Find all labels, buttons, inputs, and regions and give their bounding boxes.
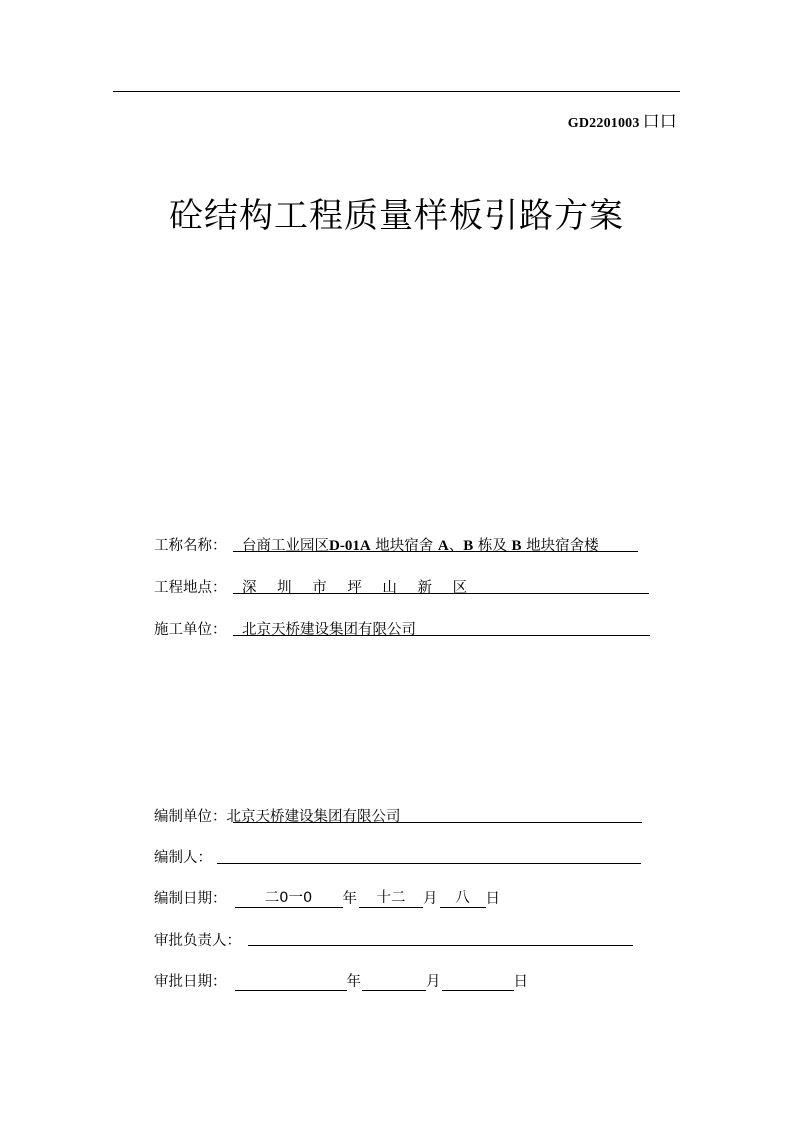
project-name-underline xyxy=(233,551,638,552)
builder-row xyxy=(154,618,227,639)
compile-date-month: 十二 xyxy=(359,890,423,908)
approve-date-year-blank xyxy=(235,973,347,991)
approve-date-year-char: 年 xyxy=(346,974,361,990)
compile-date-label: 编制日期： xyxy=(154,891,227,907)
compile-date-row xyxy=(154,887,500,908)
project-name-part: 台商工业园区 xyxy=(242,538,329,554)
project-name-part: B xyxy=(463,538,474,554)
approve-date-day-blank xyxy=(442,973,514,991)
compile-date-day-char: 日 xyxy=(485,891,500,907)
builder-label: 施工单位： xyxy=(154,622,227,638)
project-location-value: 深 圳 市 坪 山 新 区 xyxy=(242,580,476,596)
project-location-row xyxy=(154,576,227,597)
document-code-number: GD2201003 xyxy=(567,116,640,131)
approve-date-month-char: 月 xyxy=(426,974,441,990)
builder-value: 北京天桥建设集团有限公司 xyxy=(242,622,416,638)
builder-underline xyxy=(233,635,650,636)
approve-date-day-char: 日 xyxy=(513,974,528,990)
approve-date-label: 审批日期： xyxy=(154,974,227,990)
project-name-part: B xyxy=(511,538,522,554)
compiler-underline xyxy=(217,863,641,864)
compiler-row xyxy=(154,846,212,867)
document-title: 砼结构工程质量样板引路方案 xyxy=(169,196,624,236)
approve-date-row xyxy=(154,970,528,991)
document-code xyxy=(568,107,677,132)
project-name-label: 工称名称： xyxy=(154,538,227,554)
project-location-underline xyxy=(233,593,649,594)
project-name-part: 地块宿舍 xyxy=(375,538,434,554)
compiler-label: 编制人： xyxy=(154,850,212,866)
approver-underline xyxy=(248,945,633,946)
compile-unit-label: 编制单位： xyxy=(154,809,227,825)
compile-date-year: 二0一0 xyxy=(235,890,343,908)
project-name-part: 栋及 xyxy=(477,538,507,554)
project-name-part: 、 xyxy=(448,538,464,554)
compile-unit-value: 北京天桥建设集团有限公司 xyxy=(226,809,401,825)
document-code-suffix: 口口 xyxy=(642,112,677,132)
compile-date-month-char: 月 xyxy=(423,891,438,907)
approve-date-month-blank xyxy=(362,973,426,991)
compile-date-day: 八 xyxy=(440,890,486,908)
project-name-part: 地块宿舍楼 xyxy=(526,538,599,554)
approver-label: 审批负责人： xyxy=(154,933,241,949)
approver-row xyxy=(154,929,241,950)
compile-date-year-char: 年 xyxy=(342,891,357,907)
project-name-row xyxy=(154,534,227,555)
header-rule xyxy=(113,91,680,92)
project-name-part: D-01A xyxy=(329,538,371,554)
compile-unit-underline xyxy=(233,822,642,823)
project-name-part: A xyxy=(437,538,449,554)
project-location-label: 工程地点： xyxy=(154,580,227,596)
